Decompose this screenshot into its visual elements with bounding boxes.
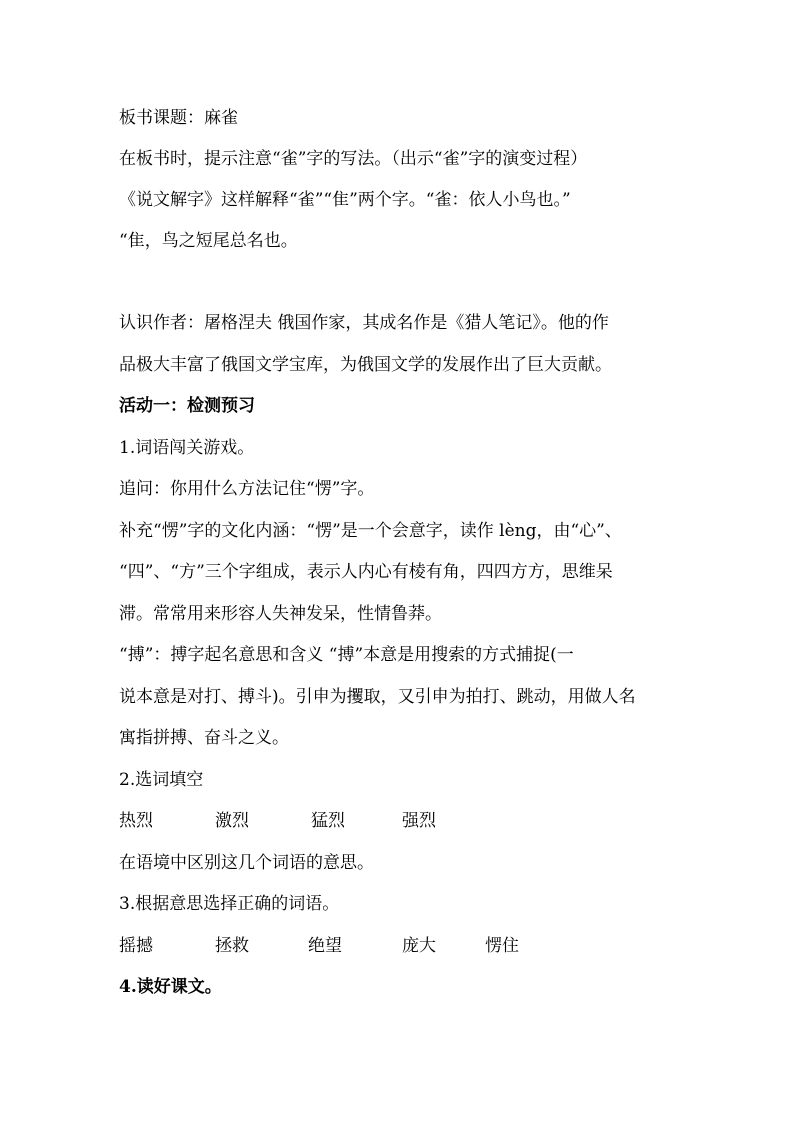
shuowen-line-2: “隹，鸟之短尾总名也。 xyxy=(119,231,298,251)
writing-hint-line: 在板书时，提示注意“雀”字的写法。（出示“雀”字的演变过程） xyxy=(119,149,588,169)
bo-explain-line-1: “搏”：搏字起名意思和含义 “搏”本意是用搜索的方式捕捉(一 xyxy=(119,645,574,665)
item-1-line: 1.词语闯关游戏。 xyxy=(119,438,255,458)
bo-explain-line-2: 说本意是对打、搏斗)。引申为攫取，又引申为拍打、跳动，用做人名 xyxy=(119,687,636,707)
leng-explain-line-1: 补充“愣”字的文化内涵：“愣”是一个会意字，读作 lèng，由“心”、 xyxy=(119,521,622,541)
leng-explain-line-3: 滞。常常用来形容人失神发呆，性情鲁莽。 xyxy=(119,604,442,624)
activity-heading: 活动一：检测预习 xyxy=(119,396,255,416)
word-item: 庞大 xyxy=(402,936,436,956)
word-item: 愣住 xyxy=(485,936,519,956)
bo-explain-line-3: 寓指拼搏、奋斗之义。 xyxy=(119,728,289,748)
question-line: 追问：你用什么方法记住“愣”字。 xyxy=(119,479,375,499)
shuowen-line-1: 《说文解字》这样解释“雀”“隹”两个字。“雀：依人小鸟也。” xyxy=(119,190,571,210)
item-2-line: 2.选词填空 xyxy=(119,770,204,790)
author-line-1: 认识作者：屠格涅夫 俄国作家，其成名作是《猎人笔记》。他的作 xyxy=(119,313,609,333)
context-line: 在语境中区别这几个词语的意思。 xyxy=(119,853,374,873)
word-item: 强烈 xyxy=(402,811,436,831)
board-title-line: 板书课题：麻雀 xyxy=(119,108,238,128)
word-item: 摇撼 xyxy=(119,936,153,956)
word-item: 绝望 xyxy=(308,936,342,956)
word-item: 激烈 xyxy=(215,811,249,831)
word-item: 猛烈 xyxy=(311,811,345,831)
word-item: 拯救 xyxy=(215,936,249,956)
item-4-line: 4.读好课文。 xyxy=(119,977,222,997)
item-3-line: 3.根据意思选择正确的词语。 xyxy=(119,894,340,914)
word-item: 热烈 xyxy=(119,811,153,831)
author-line-2: 品极大丰富了俄国文学宝库，为俄国文学的发展作出了巨大贡献。 xyxy=(119,355,612,375)
leng-explain-line-2: “四”、“方”三个字组成，表示人内心有棱有角，四四方方，思维呆 xyxy=(119,562,613,582)
